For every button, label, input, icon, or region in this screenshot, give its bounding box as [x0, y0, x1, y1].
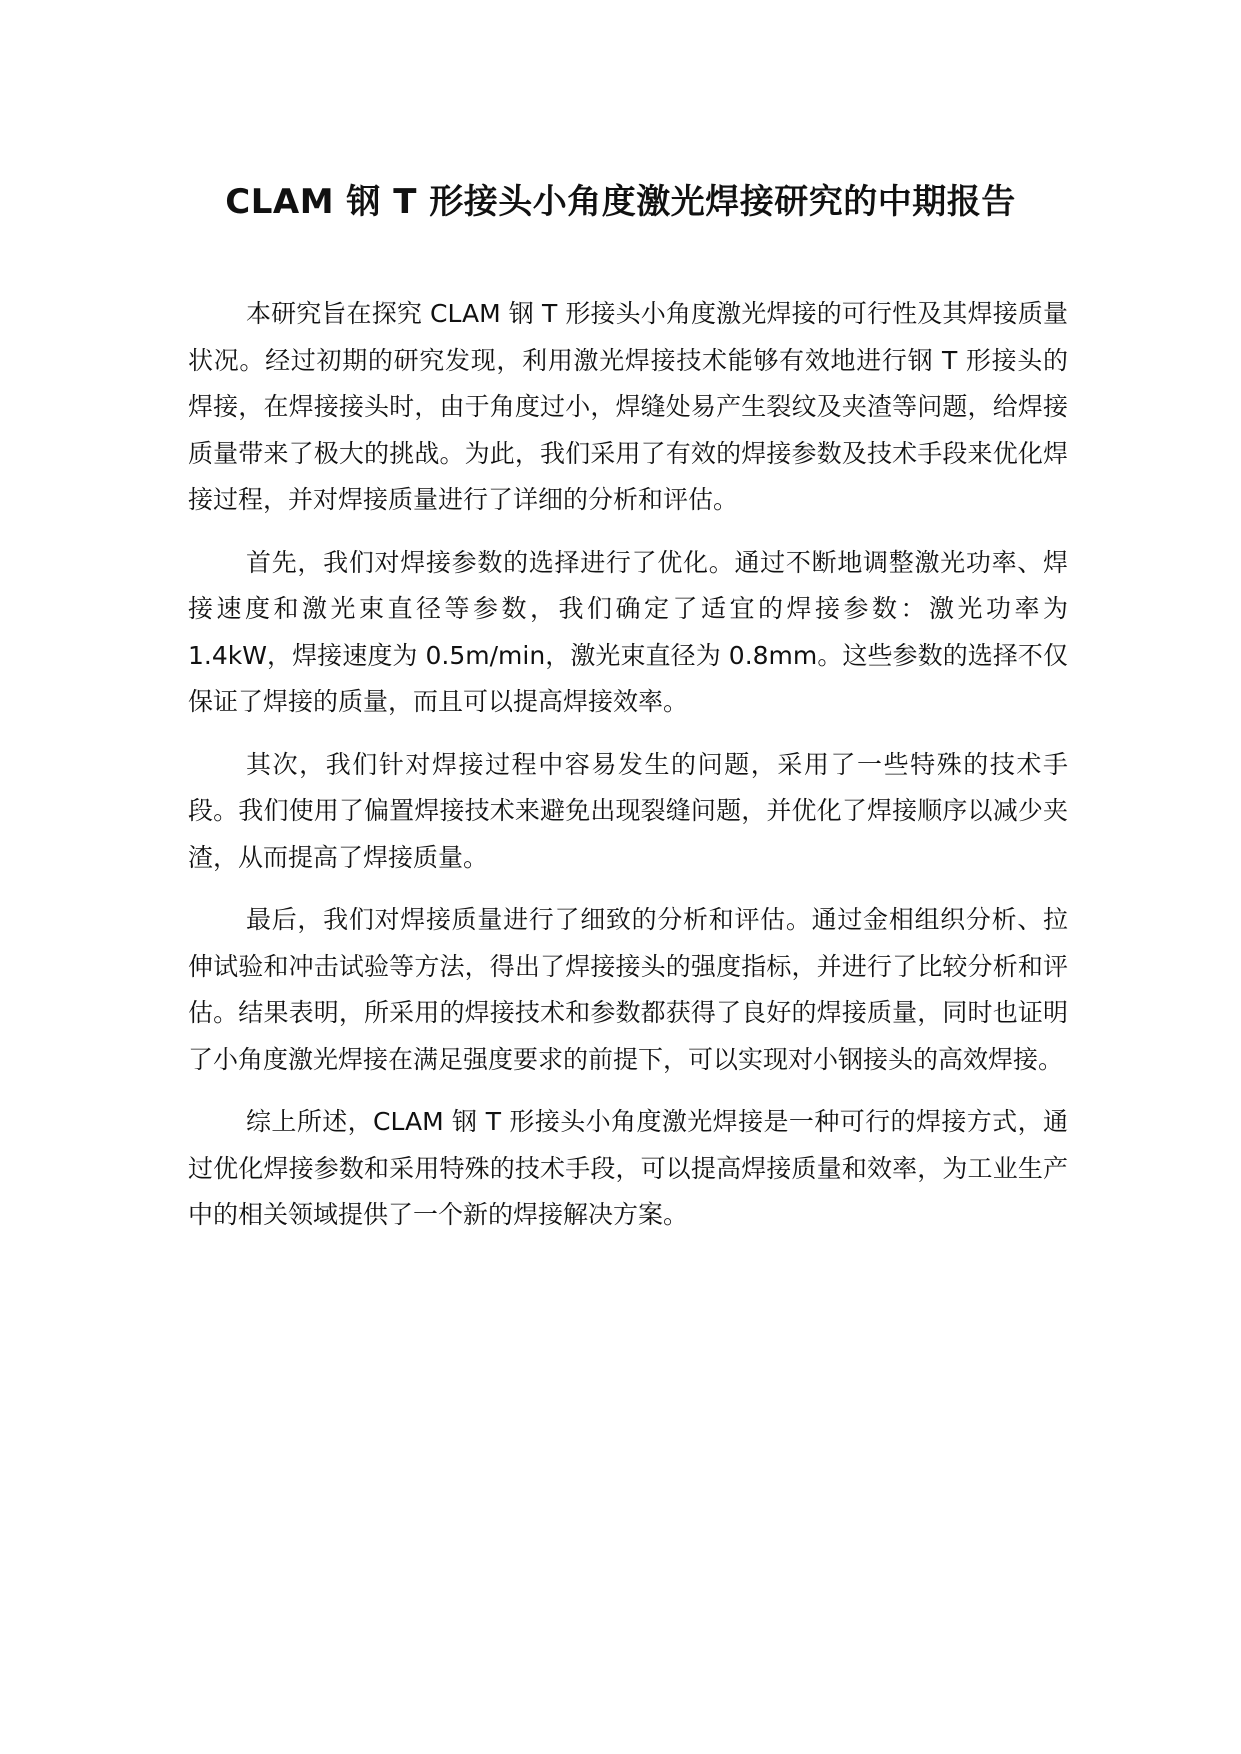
document-title: CLAM 钢 T 形接头小角度激光焊接研究的中期报告 [225, 182, 1016, 222]
paragraph-parameter-optimization: 首先，我们对焊接参数的选择进行了优化。通过不断地调整激光功率、焊接速度和激光束直径等参数，我们确定了适宜的焊接参数：激光功率为 1.4kW，焊接速度为 0.5m/min，激光束直径为 0.8mm。这些参数的选择不仅保证了焊接的质量，而且可以提高焊接效率。 [188, 547, 1068, 716]
paragraph-conclusion: 综上所述，CLAM 钢 T 形接头小角度激光焊接是一种可行的焊接方式，通过优化焊接参数和采用特殊的技术手段，可以提高焊接质量和效率，为工业生产中的相关领域提供了一个新的焊接解决方案。 [188, 1107, 1068, 1229]
document-body [188, 291, 1068, 1255]
paragraph-quality-evaluation: 最后，我们对焊接质量进行了细致的分析和评估。通过金相组织分析、拉伸试验和冲击试验等方法，得出了焊接接头的强度指标，并进行了比较分析和评估。结果表明，所采用的焊接技术和参数都获得了良好的焊接质量，同时也证明了小角度激光焊接在满足强度要求的前提下，可以实现对小钢接头的高效焊接。 [188, 905, 1068, 1074]
paragraph-introduction: 本研究旨在探究 CLAM 钢 T 形接头小角度激光焊接的可行性及其焊接质量状况。经过初期的研究发现，利用激光焊接技术能够有效地进行钢 T 形接头的焊接，在焊接接头时，由于角度过小，焊缝处易产生裂纹及夹渣等问题，给焊接质量带来了极大的挑战。为此，我们采用了有效的焊接参数及技术手段来优化焊接过程，并对焊接质量进行了详细的分析和评估。 [188, 299, 1068, 514]
paragraph-special-techniques: 其次，我们针对焊接过程中容易发生的问题，采用了一些特殊的技术手段。我们使用了偏置焊接技术来避免出现裂缝问题，并优化了焊接顺序以减少夹渣，从而提高了焊接质量。 [188, 749, 1068, 872]
